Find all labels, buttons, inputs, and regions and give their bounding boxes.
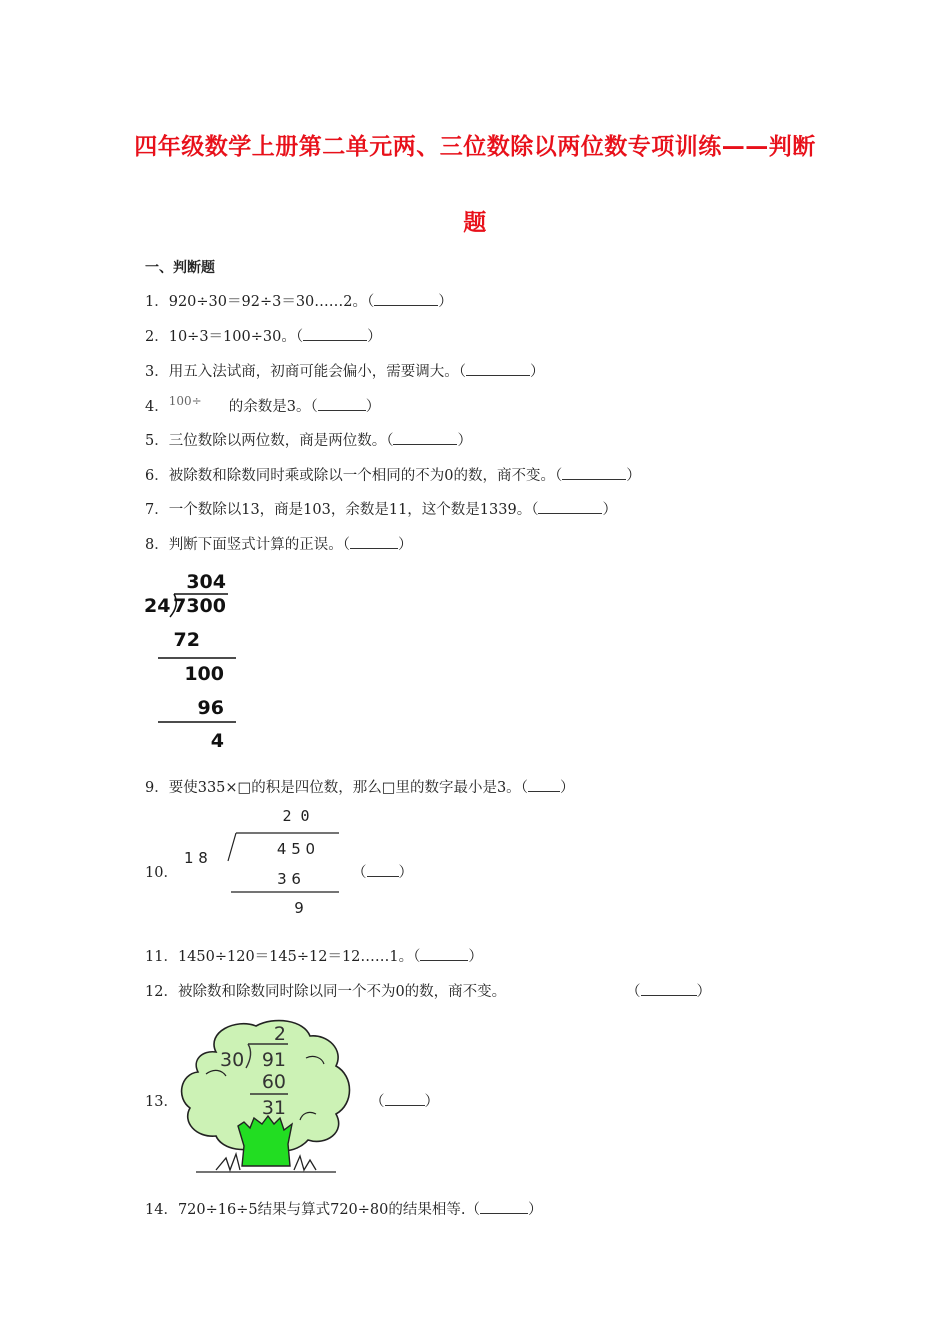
page-title-continued: 题: [463, 210, 487, 236]
partial-product: 3 6: [277, 870, 301, 888]
question-13-number: 13．: [145, 1094, 178, 1110]
question-9: 9．要使335×□的积是四位数，那么□里的数字最小是3。（ ）: [145, 776, 574, 797]
divisor: 30: [220, 1049, 245, 1071]
question-5: 5．三位数除以两位数，商是两位数。（ ）: [145, 429, 472, 450]
answer-blank[interactable]: [528, 777, 560, 792]
remainder: 9: [294, 899, 304, 917]
divisor: 1 8: [184, 849, 208, 867]
question-number: 4．: [145, 399, 169, 415]
question-number: 1．: [145, 294, 169, 310]
question-text: 920÷30＝92÷3＝30……2。: [168, 294, 368, 310]
partial-remainder: 100: [184, 663, 224, 685]
question-10-number: 10．: [145, 865, 178, 881]
question-number: 12．: [145, 984, 178, 1000]
long-division-figure-8: [140, 565, 250, 755]
page-title: 四年级数学上册第二单元两、三位数除以两位数专项训练——判断: [134, 134, 816, 160]
question-12: [145, 980, 506, 1001]
answer-blank[interactable]: [385, 1091, 425, 1106]
answer-blank[interactable]: [641, 981, 697, 996]
question-text: 10÷3＝100÷30。: [168, 329, 296, 345]
question-text: 三位数除以两位数，商是两位数。: [168, 433, 387, 449]
question-text: 用五入法试商，初商可能会偏小，需要调大。: [168, 364, 459, 380]
question-text: 1450÷120＝145÷12＝12……1。: [177, 949, 414, 965]
section-heading: 一、判断题: [145, 260, 215, 276]
question-text: 判断下面竖式计算的正误。: [168, 537, 343, 553]
dividend: 4 5 0: [276, 840, 316, 858]
question-number: 8．: [145, 537, 169, 553]
quotient: 304: [186, 571, 226, 593]
question-text: 的余数是3。: [228, 399, 311, 415]
question-14: 14．720÷16÷5结果与算式720÷80的结果相等.（ ）: [145, 1198, 543, 1219]
question-number: 7．: [145, 502, 169, 518]
dividend: 7300: [173, 595, 226, 617]
answer-blank[interactable]: [367, 862, 399, 877]
question-number: 3．: [145, 364, 169, 380]
partial-product: 72: [173, 629, 200, 651]
partial-product: 96: [197, 697, 224, 719]
question-text: 720÷16÷5结果与算式720÷80的结果相等.: [177, 1202, 466, 1218]
question-10-answer: （ ）: [352, 861, 413, 882]
question-7: 7．一个数除以13，商是103，余数是11，这个数是1339。（ ）: [145, 498, 617, 519]
answer-blank[interactable]: [303, 326, 367, 341]
answer-blank[interactable]: [318, 396, 366, 411]
answer-blank[interactable]: [393, 430, 457, 445]
question-text: 要使335×□的积是四位数，那么□里的数字最小是3。: [168, 780, 521, 796]
question-2: 2．10÷3＝100÷30。（ ）: [145, 325, 382, 346]
divisor: 24: [144, 595, 171, 617]
tree-division-illustration: [176, 1014, 356, 1178]
expression-image: 100÷: [168, 394, 202, 408]
answer-blank[interactable]: [480, 1199, 528, 1214]
question-number: 11．: [145, 949, 178, 965]
question-text: 被除数和除数同时除以同一个不为0的数，商不变。: [177, 984, 507, 1000]
question-6: 6．被除数和除数同时乘或除以一个相同的不为0的数，商不变。（ ）: [145, 464, 641, 485]
question-number: 9．: [145, 780, 169, 796]
question-8: 8．判断下面竖式计算的正误。（ ）: [145, 533, 412, 554]
answer-blank[interactable]: [420, 946, 468, 961]
question-number: 2．: [145, 329, 169, 345]
question-1: 1．920÷30＝92÷3＝30……2。（ ）: [145, 290, 453, 311]
question-3: 3．用五入法试商，初商可能会偏小，需要调大。（ ）: [145, 360, 544, 381]
question-text: 被除数和除数同时乘或除以一个相同的不为0的数，商不变。: [168, 468, 555, 484]
question-4: 4．100÷ 的余数是3。（ ）: [145, 394, 381, 415]
quotient: 2 0: [282, 807, 310, 825]
question-number: 6．: [145, 468, 169, 484]
division-bracket: [228, 833, 236, 861]
partial-product: 60: [261, 1071, 286, 1093]
question-text: 一个数除以13，商是103，余数是11，这个数是1339。: [168, 502, 532, 518]
answer-blank[interactable]: [466, 361, 530, 376]
question-12-answer: （ ）: [626, 980, 711, 1001]
remainder: 4: [210, 730, 224, 752]
answer-blank[interactable]: [562, 465, 626, 480]
remainder: 31: [261, 1097, 286, 1119]
question-11: 11．1450÷120＝145÷12＝12……1。（ ）: [145, 945, 483, 966]
dividend: 91: [261, 1049, 286, 1071]
answer-blank[interactable]: [350, 534, 398, 549]
long-division-figure-10: [176, 803, 346, 921]
question-13-answer: （ ）: [370, 1090, 439, 1111]
question-number: 14．: [145, 1202, 178, 1218]
answer-blank[interactable]: [538, 499, 602, 514]
answer-blank[interactable]: [374, 291, 438, 306]
question-number: 5．: [145, 433, 169, 449]
quotient: 2: [273, 1023, 286, 1045]
